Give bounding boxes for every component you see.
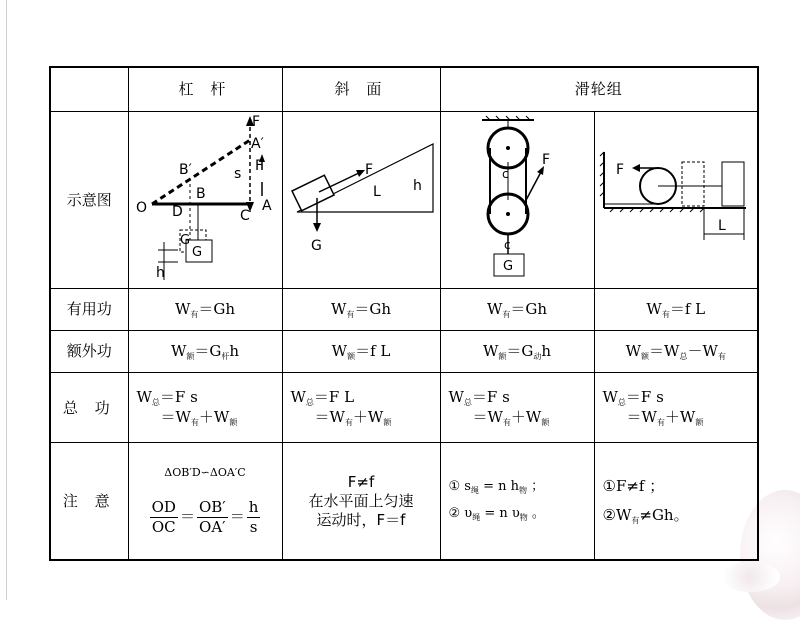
pulley-horizontal-diagram bbox=[596, 112, 756, 284]
mechanics-work-table bbox=[49, 66, 759, 561]
note-incline-line2: 在水平面上匀速 bbox=[308, 491, 414, 510]
extra-pulley-h: $W_额=W_总-W_有$ bbox=[594, 331, 758, 373]
total-pulley-v: $W_总=F$ s $=W_有+W_额$ bbox=[440, 373, 594, 443]
incline-label-l: L bbox=[373, 183, 381, 200]
lever-label-a-prime: A′ bbox=[251, 135, 264, 152]
decorative-petal bbox=[720, 562, 780, 592]
useful-lever: $W_有=Gh$ bbox=[128, 289, 282, 331]
lever-diagram-cell bbox=[128, 111, 282, 289]
lever-label-h: h bbox=[156, 264, 165, 281]
pulley-horizontal-diagram-cell bbox=[594, 111, 758, 289]
pulley-vertical-diagram bbox=[442, 112, 592, 284]
lever-label-a: A bbox=[262, 197, 272, 214]
incline-label-f: F bbox=[365, 161, 374, 178]
row-head-note: 注 意 bbox=[50, 443, 128, 560]
lever-label-b-prime: B′ bbox=[179, 161, 192, 178]
lever-label-f-top: F bbox=[252, 113, 261, 130]
total-incline: $W_总=F$ L $=W_有+W_额$ bbox=[282, 373, 440, 443]
lever-label-o: O bbox=[136, 199, 148, 216]
incline-diagram-cell bbox=[282, 111, 440, 289]
extra-lever: $W_额=G_杆h$ bbox=[128, 331, 282, 373]
lever-label-g-dashed: G bbox=[180, 232, 191, 248]
pulley-vertical-diagram-cell bbox=[440, 111, 594, 289]
note-pulley-v: ① $s_绳 = n$ $h_物$ ； ② $\upsilon_绳 = n$ $\upsilon_物$ 。 bbox=[440, 443, 594, 560]
corner-cell bbox=[50, 67, 128, 111]
incline-label-h: h bbox=[413, 177, 422, 194]
row-head-total: 总 功 bbox=[50, 373, 128, 443]
header-lever: 杠 杆 bbox=[128, 67, 282, 111]
left-edge-rule bbox=[6, 0, 7, 600]
note-incline-line3: 运动时，F＝f bbox=[316, 510, 406, 529]
lever-label-d: D bbox=[172, 203, 183, 220]
useful-incline: $W_有=Gh$ bbox=[282, 289, 440, 331]
pulley-v-label-f: F bbox=[542, 151, 551, 168]
row-head-diagram: 示意图 bbox=[50, 111, 128, 289]
pulley-v-label-c: c bbox=[502, 166, 509, 181]
extra-pulley-v: $W_额=G_动h$ bbox=[440, 331, 594, 373]
lever-label-b: B bbox=[196, 185, 206, 202]
lever-label-f-mid: F bbox=[255, 157, 264, 174]
pulley-h-label-l: L bbox=[717, 217, 726, 234]
note-incline-line1: F≠f bbox=[347, 473, 375, 492]
pulley-v-label-g: G bbox=[503, 258, 514, 274]
header-pulley: 滑轮组 bbox=[440, 67, 758, 111]
row-head-useful: 有用功 bbox=[50, 289, 128, 331]
extra-incline: $W_额=f$ L bbox=[282, 331, 440, 373]
note-pulley-h: ①F≠f ； $②W_有\ne Gh$。 bbox=[594, 443, 758, 560]
note-lever bbox=[128, 443, 282, 560]
header-incline: 斜 面 bbox=[282, 67, 440, 111]
incline-label-g: G bbox=[311, 237, 322, 254]
total-lever: $W_总=F$ s $=W_有+W_额$ bbox=[128, 373, 282, 443]
note-lever-similar: ΔOB′D∽ΔOA′C bbox=[164, 466, 246, 480]
total-pulley-h: $W_总=F$ s $=W_有+W_额$ bbox=[594, 373, 758, 443]
pulley-h-label-f: F bbox=[615, 161, 624, 178]
lever-label-c: C bbox=[240, 207, 250, 224]
note-lever-ratio: $\frac{OD}{OC}$ ＝ $\frac{OB'}{OA'}$ ＝ $\frac{h}{s}$ bbox=[151, 497, 259, 536]
pulley-v-label-c2: c bbox=[504, 237, 511, 252]
lever-label-s: s bbox=[234, 165, 242, 182]
incline-diagram bbox=[283, 112, 439, 284]
note-incline bbox=[282, 443, 440, 560]
lever-diagram bbox=[130, 112, 280, 284]
useful-pulley-h: $W_有=f$ L bbox=[594, 289, 758, 331]
useful-pulley-v: $W_有=Gh$ bbox=[440, 289, 594, 331]
row-head-extra: 额外功 bbox=[50, 331, 128, 373]
lever-label-g: G bbox=[192, 244, 203, 260]
